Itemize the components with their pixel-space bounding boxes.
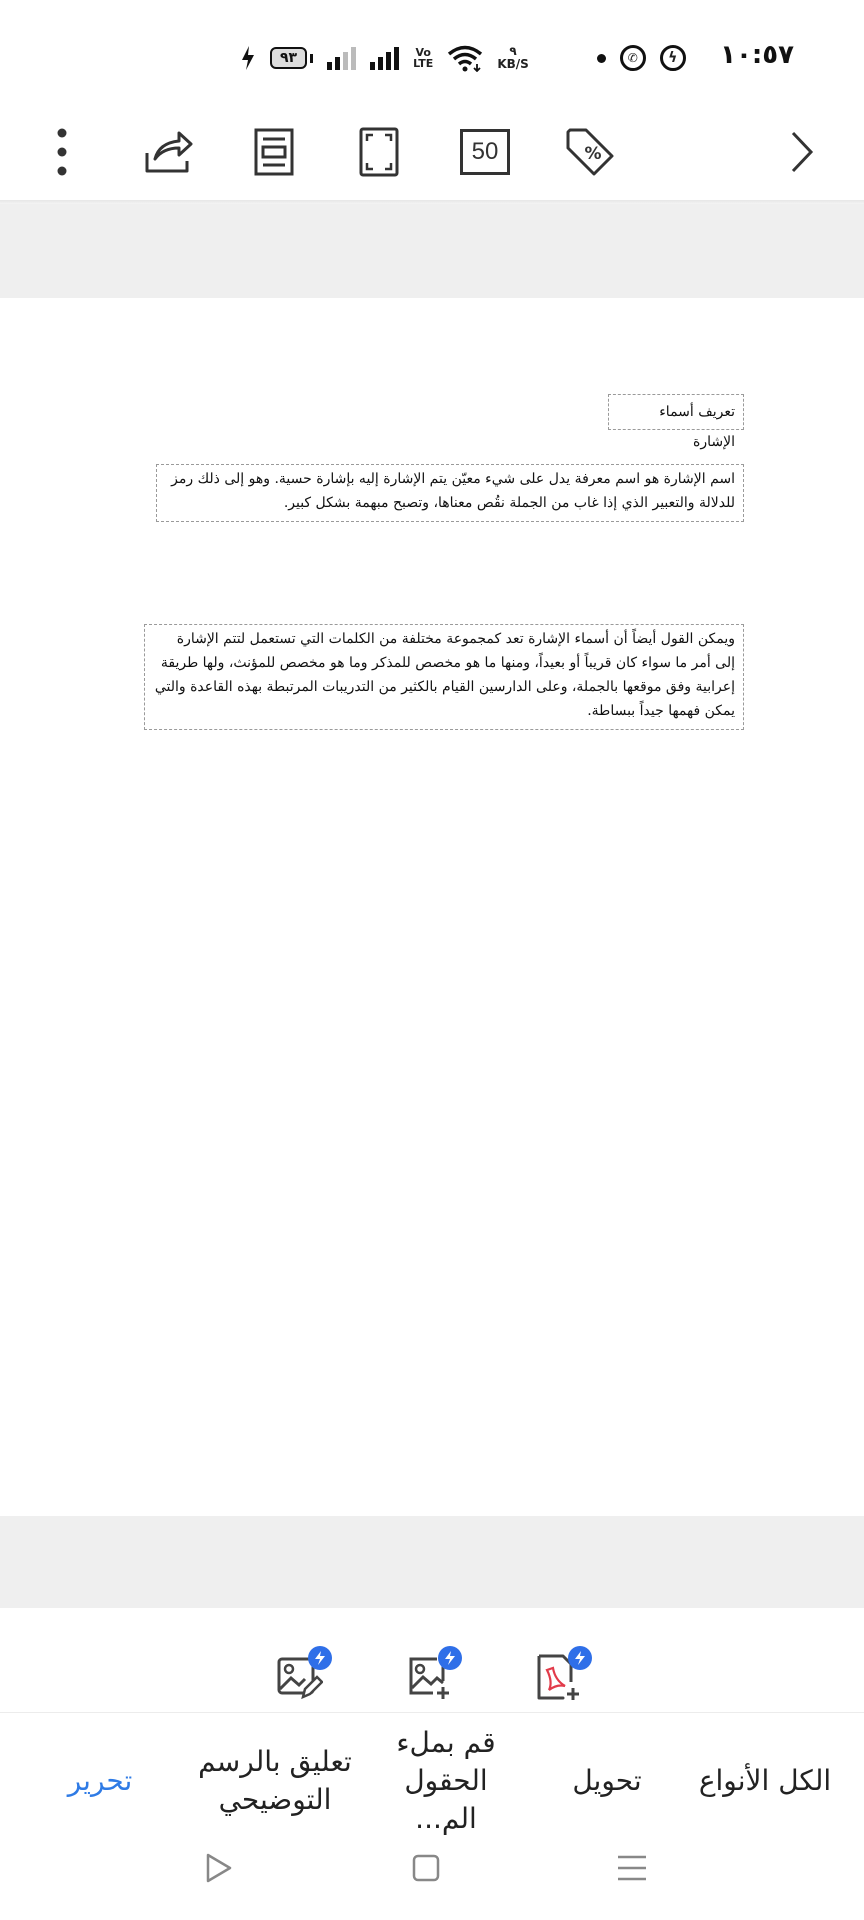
paragraph-1-text-box[interactable]	[156, 464, 744, 522]
viewer-toolbar	[0, 100, 864, 202]
document-page[interactable]	[0, 298, 864, 1516]
page-gap-top	[0, 204, 864, 298]
wifi-icon	[447, 44, 483, 72]
volte-icon: Vo LTE	[413, 46, 434, 70]
paragraph-2: ويمكن القول أيضاً أن أسماء الإشارة تعد كمجموعة مختلفة من الكلمات التي تستعمل لتتم الإشارة إلى أمر ما سواء كان قريباً أو بعيداً، ومنها ما هو مخصص للمذكر وما هو مخصص للمؤنث، ولها طريقة إعرابية وفق موقعها بالجملة، وعلى الدارسين القيام بالكثير من التدريبات المرتبطة بهذه القاعدة والتي يمكن فهمها جيداً ببساطة.	[154, 631, 735, 719]
panel-divider	[0, 1712, 864, 1713]
zoom-level: 50	[460, 129, 510, 175]
status-bar	[0, 0, 864, 100]
tab-all-types[interactable]: الكل الأنواع	[698, 1764, 832, 1797]
fit-page-icon[interactable]	[349, 122, 409, 182]
premium-badge-icon	[568, 1646, 592, 1670]
charging-bolt-icon	[240, 45, 256, 71]
home-square-icon[interactable]	[406, 1848, 446, 1888]
image-add-button[interactable]	[394, 1642, 464, 1712]
tab-edit[interactable]: تحرير	[67, 1764, 133, 1797]
page-gap-bottom	[0, 1516, 864, 1608]
tab-annotate-drawing[interactable]: تعليق بالرسم التوضيحي	[198, 1745, 352, 1816]
system-nav-bar	[0, 1830, 864, 1902]
image-edit-button[interactable]	[264, 1642, 334, 1712]
zoom-icon[interactable]	[455, 122, 515, 182]
more-vertical-icon[interactable]	[32, 122, 92, 182]
paragraph-1: اسم الإشارة هو اسم معرفة يدل على شيء معيّن يتم الإشارة إليه بإشارة حسية. وهو إلى ذلك رمز للدلالة والتعبير الذي إذا غاب من الجملة نقُص معناها، وتصبح مبهمة بشكل كبير.	[171, 471, 735, 511]
dot-icon	[597, 54, 606, 63]
menu-icon[interactable]	[612, 1848, 652, 1888]
status-icons	[240, 38, 686, 78]
title-text-box[interactable]	[608, 394, 744, 450]
tab-convert[interactable]: تحويل	[572, 1764, 642, 1797]
share-icon[interactable]	[138, 122, 198, 182]
pdf-add-button[interactable]	[524, 1642, 594, 1712]
tab-fill-fields[interactable]: قم بملء الحقول الم...	[396, 1726, 496, 1835]
whatsapp-icon: ✆	[620, 45, 646, 71]
premium-badge-icon	[438, 1646, 462, 1670]
clock: ١٠:٥٧	[720, 40, 794, 70]
document-title: تعريف أسماء الإشارة	[659, 404, 735, 450]
signal-bars-icon	[327, 46, 356, 70]
paragraph-2-text-box[interactable]	[144, 624, 744, 730]
premium-badge-icon	[308, 1646, 332, 1670]
messenger-icon: ϟ	[660, 45, 686, 71]
battery-level: ٩٣	[270, 47, 307, 69]
battery-icon	[270, 47, 313, 69]
back-triangle-icon[interactable]	[199, 1848, 239, 1888]
chevron-right-icon[interactable]	[772, 122, 832, 182]
svg-text:%: %	[584, 144, 602, 164]
net-speed: ٩ KB/S	[497, 44, 529, 71]
signal-bars-icon	[370, 46, 399, 70]
tag-percent-icon[interactable]	[560, 122, 620, 182]
reading-layout-icon[interactable]	[244, 122, 304, 182]
